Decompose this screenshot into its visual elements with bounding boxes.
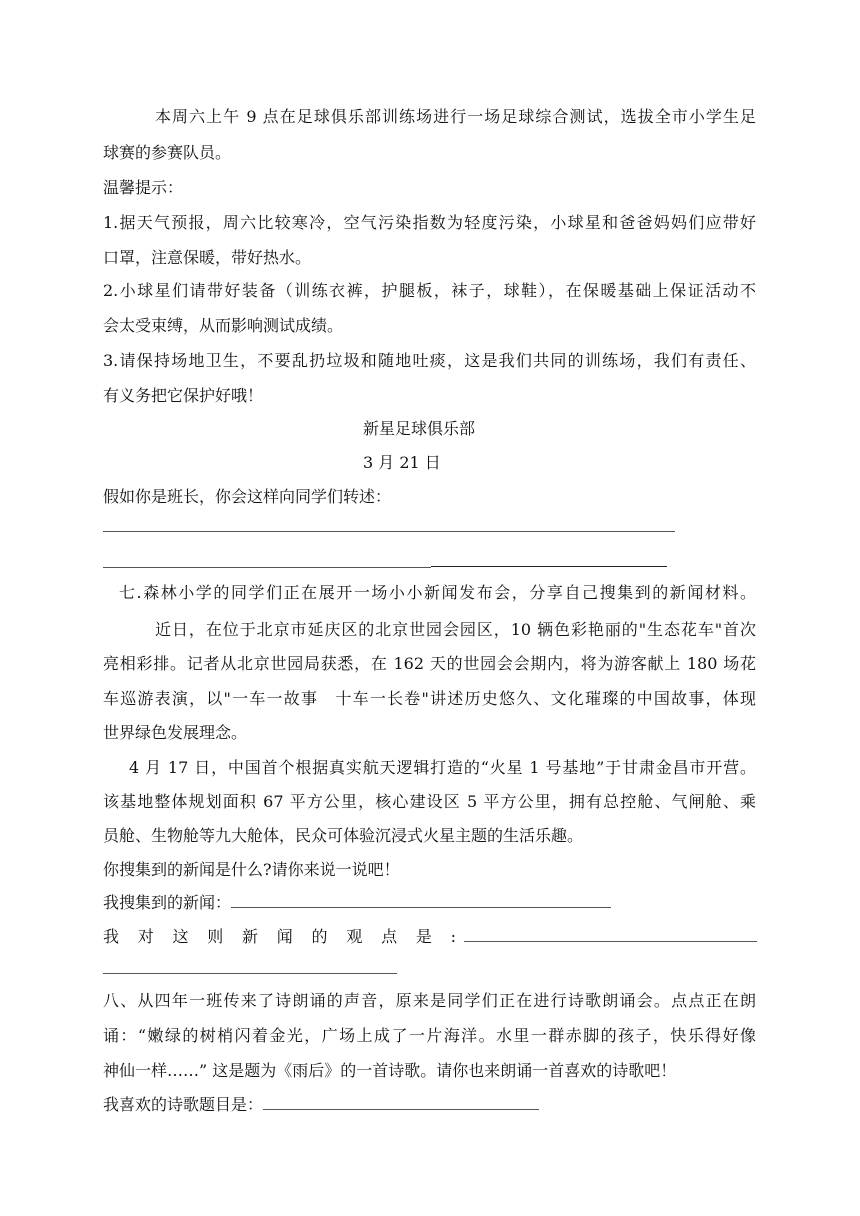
q8-line1: 八、从四年一班传来了诗朗诵的声音，原来是同学们正在进行诗歌朗诵会。点点正在朗 xyxy=(103,991,756,1010)
my-news-label: 我搜集到的新闻： xyxy=(103,893,232,912)
answer-line-2a[interactable] xyxy=(103,567,431,568)
answer-line-2b[interactable] xyxy=(431,566,667,567)
q7-ask: 你搜集到的新闻是什么?请你来说一说吧！ xyxy=(103,860,400,879)
relay-prompt: 假如你是班长，你会这样向同学们转述： xyxy=(103,487,392,506)
my-news-row xyxy=(103,892,611,914)
notice-date: 3 月 21 日 xyxy=(363,453,441,472)
q7-news1-line4: 世界绿色发展理念。 xyxy=(103,723,248,742)
notice-signature: 新星足球俱乐部 xyxy=(363,419,476,438)
q8-line3: 神仙一样……” 这是题为《雨后》的一首诗歌。请你也来朗诵一首喜欢的诗歌吧！ xyxy=(103,1061,677,1080)
q7-news2-line1: 4 月 17 日，中国首个根据真实航天逻辑打造的“火星 1 号基地”于甘肃金昌市开营。 xyxy=(129,758,756,777)
poem-blank[interactable] xyxy=(263,1095,539,1110)
q7-news1-line3: 车巡游表演，以"一车一故事 十车一长卷"讲述历史悠久、文化璀璨的中国故事，体现 xyxy=(103,689,756,708)
answer-line-1[interactable] xyxy=(103,531,675,532)
my-view-blank-2[interactable] xyxy=(103,973,397,974)
tip1-line1: 1.据天气预报，周六比较寒冷，空气污染指数为轻度污染，小球星和爸爸妈妈们应带好 xyxy=(103,213,756,232)
poem-label: 我喜欢的诗歌题目是： xyxy=(103,1095,264,1114)
my-view-blank-1[interactable] xyxy=(464,941,757,942)
tip2-line2: 会太受束缚，从而影响测试成绩。 xyxy=(103,316,344,335)
tip2-line1: 2.小球星们请带好装备（训练衣裤，护腿板，袜子，球鞋），在保暖基础上保证活动不 xyxy=(103,281,756,300)
tip1-line2: 口罩，注意保暖，带好热水。 xyxy=(103,248,312,267)
q7-news1-line1: 近日，在位于北京市延庆区的北京世园会园区，10 辆色彩艳丽的"生态花车"首次 xyxy=(155,620,756,639)
q7-news2-line2: 该基地整体规划面积 67 平方公里，核心建设区 5 平方公里，拥有总控舱、气闸舱、乘 xyxy=(103,792,756,811)
notice-body-line1: 本周六上午 9 点在足球俱乐部训练场进行一场足球综合测试，选拔全市小学生足 xyxy=(155,107,756,126)
q8-line2: 诵：“嫩绿的树梢闪着金光，广场上成了一片海洋。水里一群赤脚的孩子，快乐得好像 xyxy=(103,1026,756,1045)
q7-news1-line2: 亮相彩排。记者从北京世园局获悉，在 162 天的世园会会期内，将为游客献上 180 场花 xyxy=(103,654,756,673)
poem-row xyxy=(103,1094,539,1116)
my-news-blank[interactable] xyxy=(231,893,611,908)
tip3-line1: 3.请保持场地卫生，不要乱扔垃圾和随地吐痰，这是我们共同的训练场，我们有责任、 xyxy=(103,351,756,370)
my-view-label: 我 对 这 则 新 闻 的 观 点 是 : xyxy=(103,927,456,946)
notice-body-line2: 球赛的参赛队员。 xyxy=(103,143,232,162)
tip3-line2: 有义务把它保护好哦！ xyxy=(103,386,264,405)
q7-news2-line3: 员舱、生物舱等九大舱体，民众可体验沉浸式火星主题的生活乐趣。 xyxy=(103,826,584,845)
q7-title: 七.森林小学的同学们正在展开一场小小新闻发布会，分享自己搜集到的新闻材料。 xyxy=(119,583,756,602)
tips-title: 温馨提示： xyxy=(103,178,184,197)
